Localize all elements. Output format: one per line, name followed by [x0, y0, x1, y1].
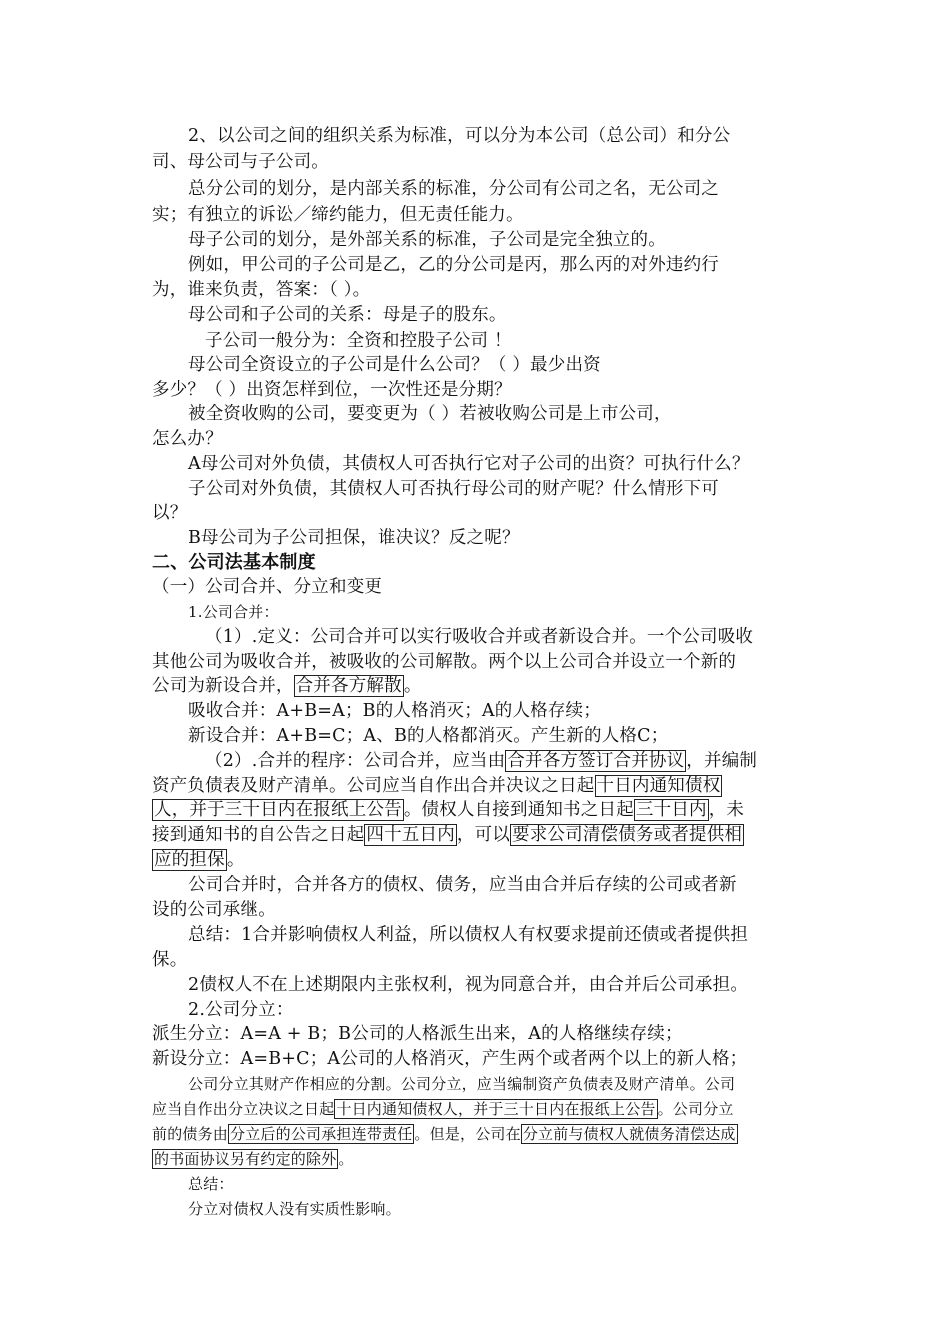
text-line: 吸收合并：A+B=A；B的人格消灭；A的人格存续；: [188, 701, 601, 721]
text-line: [152, 798, 744, 822]
highlight-box: 的书面协议另有约定的除外: [154, 1150, 337, 1168]
text-line: [152, 674, 422, 698]
highlight-box: 四十五日内: [366, 825, 455, 845]
text-line: 母公司全资设立的子公司是什么公司？（ ）最少出资: [188, 355, 601, 375]
text-line: 子公司对外负债，其债权人可否执行母公司的财产呢？什么情形下可: [188, 479, 719, 499]
text-run: （2）.合并的程序：公司合并，应当由: [205, 751, 506, 771]
text-line: [152, 848, 245, 872]
text-line: [205, 749, 757, 773]
text-line: 保。: [152, 950, 188, 970]
text-run: 。: [338, 1150, 354, 1168]
highlight-box: 应的担保: [154, 850, 225, 870]
highlight-box: 十日内通知债权: [596, 776, 721, 796]
text-run: 接到通知书的自公告之日起: [152, 825, 365, 845]
text-line: 子公司一般分为：全资和控股子公司 ！: [205, 331, 512, 351]
highlight-box: 分立后的公司承担连带责任: [230, 1125, 413, 1143]
text-line: 总结：1合并影响债权人利益，所以债权人有权要求提前还债或者提供担: [188, 925, 749, 945]
highlight-box: 合并各方解散: [295, 676, 402, 696]
text-line: 新设分立：A=B+C；A公司的人格消灭，产生两个或者两个以上的新人格；: [152, 1049, 748, 1069]
text-line: 以？: [152, 503, 188, 523]
text-line: 设的公司承继。: [152, 900, 276, 920]
text-line: （1）.定义：公司合并可以实行吸收合并或者新设合并。一个公司吸收: [205, 627, 754, 647]
text-line: 多少？（ ）出资怎样到位，一次性还是分期？: [152, 380, 512, 400]
section-heading: 二、公司法基本制度: [152, 552, 316, 573]
text-line: B母公司为子公司担保，谁决议？反之呢？: [188, 528, 520, 548]
text-line: 母子公司的划分，是外部关系的标准，子公司是完全独立的。: [188, 230, 666, 250]
text-line: 派生分立：A=A + B；B公司的人格派生出来，A的人格继续存续；: [152, 1024, 683, 1044]
text-run: 。但是，公司在: [414, 1125, 521, 1143]
text-run: ，并编制: [686, 751, 758, 771]
text-line: 2、以公司之间的组织关系为标准，可以分为本公司（总公司）和分公: [188, 126, 731, 146]
highlight-box: 合并各方签订合并协议: [507, 751, 685, 771]
text-run: 。公司分立: [657, 1100, 734, 1118]
text-line: 公司合并时，合并各方的债权、债务，应当由合并后存续的公司或者新: [188, 875, 737, 895]
text-line: [152, 1147, 354, 1171]
highlight-box: 分立前与债权人就债务清偿达成: [522, 1125, 736, 1143]
highlight-box: 人，并于三十日内在报纸上公告: [154, 800, 402, 820]
text-line: 新设合并：A+B=C；A、B的人格都消灭。产生新的人格C；: [188, 726, 669, 746]
text-line: 其他公司为吸收合并，被吸收的公司解散。两个以上公司合并设立一个新的: [152, 652, 737, 672]
text-run: 前的债务由: [152, 1125, 229, 1143]
text-line: 分立对债权人没有实质性影响。: [188, 1200, 401, 1218]
text-run: 。债权人自接到通知书之日起: [403, 800, 634, 820]
text-run: 公司为新设合并，: [152, 676, 294, 696]
text-line: 2.公司分立：: [188, 1000, 294, 1020]
text-line: 被全资收购的公司，要变更为（ ）若被收购公司是上市公司，: [188, 404, 672, 424]
highlight-box: 十日内通知债权人，并于三十日内在报纸上公告: [336, 1100, 656, 1118]
text-run: ，可以: [456, 825, 511, 845]
subsection-heading: （一）公司合并、分立和变更: [152, 577, 383, 597]
text-line: [152, 1122, 738, 1146]
text-line: 1.公司合并：: [188, 603, 279, 621]
text-run: 应当自作出分立决议之日起: [152, 1100, 335, 1118]
text-line: 总分公司的划分，是内部关系的标准，分公司有公司之名，无公司之: [188, 179, 719, 199]
text-line: 公司分立其财产作相应的分割。公司分立，应当编制资产负债表及财产清单。公司: [188, 1075, 736, 1093]
text-line: 2债权人不在上述期限内主张权利，视为同意合并，由合并后公司承担。: [188, 975, 749, 995]
text-run: 。: [403, 676, 422, 696]
text-line: 总结：: [188, 1175, 234, 1193]
text-line: [152, 774, 722, 798]
text-line: [152, 823, 744, 847]
text-run: 资产负债表及财产清单。公司应当自作出合并决议之日起: [152, 776, 595, 796]
text-line: 母公司和子公司的关系：母是子的股东。: [188, 305, 507, 325]
text-line: [152, 1097, 734, 1121]
text-line: 司、母公司与子公司。: [152, 152, 329, 172]
text-line: A母公司对外负债，其债权人可否执行它对子公司的出资？可执行什么？: [188, 454, 750, 474]
text-run: 。: [226, 850, 245, 870]
highlight-box: 要求公司清偿债务或者提供相: [512, 825, 743, 845]
text-line: 例如，甲公司的子公司是乙，乙的分公司是丙，那么丙的对外违约行: [188, 255, 719, 275]
text-line: 怎么办？: [152, 429, 223, 449]
text-line: 实；有独立的诉讼／缔约能力，但无责任能力。: [152, 205, 524, 225]
text-run: ，未: [708, 800, 745, 820]
highlight-box: 三十日内: [635, 800, 707, 820]
text-line: 为，谁来负责，答案：（ ）。: [152, 280, 371, 300]
